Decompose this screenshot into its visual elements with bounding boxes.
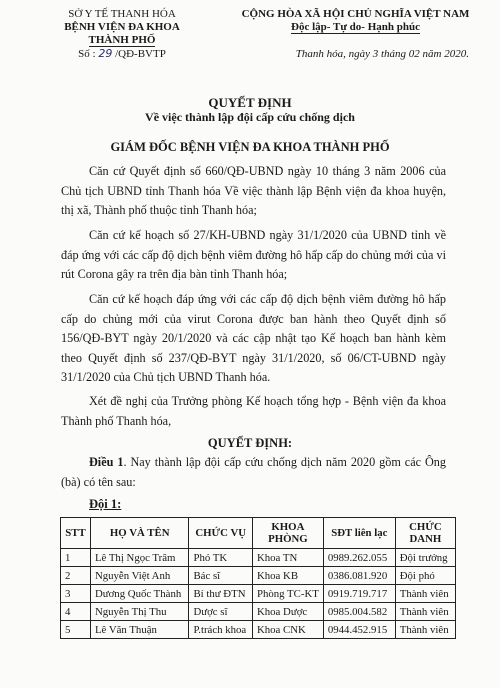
cell-position: Dược sĩ xyxy=(189,603,253,621)
table-row xyxy=(61,621,456,639)
table-row xyxy=(61,549,456,567)
header-department: KHOA PHÒNG xyxy=(252,518,323,549)
table-row xyxy=(61,585,456,603)
cell-stt: 5 xyxy=(61,621,91,639)
table-header-row xyxy=(61,518,456,549)
cell-phone: 0989.262.055 xyxy=(323,549,395,567)
cell-department: Phòng TC-KT xyxy=(252,585,323,603)
cell-phone: 0985.004.582 xyxy=(323,603,395,621)
header-name: HỌ VÀ TÊN xyxy=(90,518,189,549)
cell-position: Bí thư ĐTN xyxy=(189,585,253,603)
hospital-name-line1: BỆNH VIỆN ĐA KHOA xyxy=(64,21,180,33)
cell-phone: 0386.081.920 xyxy=(323,567,395,585)
cell-title: Thành viên xyxy=(395,621,455,639)
number-prefix: Số : xyxy=(78,48,96,60)
cell-title: Thành viên xyxy=(395,603,455,621)
department-name: SỞ Y TẾ THANH HÓA xyxy=(68,8,176,20)
cell-stt: 2 xyxy=(61,567,91,585)
place-date: Thanh hóa, ngày 3 tháng 02 năm 2020. xyxy=(295,48,469,60)
cell-position: Bác sĩ xyxy=(189,567,253,585)
cell-stt: 1 xyxy=(61,549,91,567)
cell-title: Đội trưởng xyxy=(395,549,455,567)
header-stt: STT xyxy=(61,518,91,549)
cell-department: Khoa Dược xyxy=(252,603,323,621)
issuer-heading: GIÁM ĐỐC BỆNH VIỆN ĐA KHOA THÀNH PHỐ xyxy=(110,140,390,154)
cell-name: Lê Thị Ngọc Trâm xyxy=(90,549,189,567)
cell-position: Phó TK xyxy=(189,549,253,567)
decision-heading: QUYẾT ĐỊNH: xyxy=(207,436,293,450)
cell-title: Thành viên xyxy=(395,585,455,603)
document-subtitle: Về việc thành lập đội cấp cứu chống dịch xyxy=(145,110,355,124)
header-title: CHỨC DANH xyxy=(395,518,455,549)
paragraph-basis-2: Căn cứ kế hoạch số 27/KH-UBND ngày 31/1/2020 của UBND tỉnh về đáp ứng với các cấp độ dịch bệnh viêm đường hô hấp cấp do chủng mới của vi rút Corona gây ra trên địa bàn tỉnh Thanh hóa; xyxy=(61,228,446,281)
cell-title: Đội phó xyxy=(395,567,455,585)
number-suffix: /QĐ-BVTP xyxy=(115,48,166,60)
document-number xyxy=(42,47,202,61)
header-right xyxy=(218,8,493,61)
team-label: Đội 1: xyxy=(89,497,122,511)
cell-department: Khoa CNK xyxy=(252,621,323,639)
table-row xyxy=(61,603,456,621)
cell-phone: 0944.452.915 xyxy=(323,621,395,639)
article-1 xyxy=(61,453,446,492)
cell-department: Khoa TN xyxy=(252,549,323,567)
cell-name: Dương Quốc Thành xyxy=(90,585,189,603)
cell-stt: 4 xyxy=(61,603,91,621)
paragraph-basis-3: Căn cứ kế hoạch đáp ứng với các cấp độ dịch bệnh viêm đường hô hấp cấp do chủng mới của virut Corona được ban hành theo Quyết định số 156/QĐ-BYT ngày 20/1/2020 và các cập nhật tạo Kế hoạch ban hành kèm theo Quyết định số 237/QĐ-BYT ngày 31/1/2020, số 06/CT-UBND ngày 31/1/2020 của Chủ tịch UBND Thanh hóa. xyxy=(61,292,446,384)
document-title: QUYẾT ĐỊNH xyxy=(208,95,292,110)
header-position: CHỨC VỤ xyxy=(189,518,253,549)
cell-name: Nguyễn Việt Anh xyxy=(90,567,189,585)
paragraph-proposal: Xét đề nghị của Trưởng phòng Kế hoạch tổng hợp - Bệnh viện đa khoa Thành phố Thanh hóa, xyxy=(61,394,446,428)
hospital-name-line2: THÀNH PHỐ xyxy=(88,34,156,46)
cell-name: Nguyễn Thị Thu xyxy=(90,603,189,621)
staff-table xyxy=(60,517,456,639)
cell-position: P.trách khoa xyxy=(189,621,253,639)
table-row xyxy=(61,567,456,585)
national-motto: Độc lập- Tự do- Hạnh phúc xyxy=(291,21,420,33)
article-1-label: Điều 1 xyxy=(89,455,124,469)
paragraph-basis-1: Căn cứ Quyết định số 660/QĐ-UBND ngày 10 tháng 3 năm 2006 của Chủ tịch UBND tỉnh Thanh hóa Về việc thành lập Bệnh viện đa khoa huyện, thị xã, Thành phố thuộc tỉnh Thanh hóa; xyxy=(61,164,446,217)
cell-name: Lê Văn Thuận xyxy=(90,621,189,639)
cell-department: Khoa KB xyxy=(252,567,323,585)
header-phone: SĐT liên lạc xyxy=(323,518,395,549)
article-1-text: . Nay thành lập đội cấp cứu chống dịch năm 2020 gồm các Ông (bà) có tên sau: xyxy=(61,455,446,489)
cell-phone: 0919.719.717 xyxy=(323,585,395,603)
number-handwritten: 29 xyxy=(98,47,113,60)
country-name: CỘNG HÒA XÃ HỘI CHỦ NGHĨA VIỆT NAM xyxy=(241,8,470,20)
header-left xyxy=(42,8,202,61)
cell-stt: 3 xyxy=(61,585,91,603)
